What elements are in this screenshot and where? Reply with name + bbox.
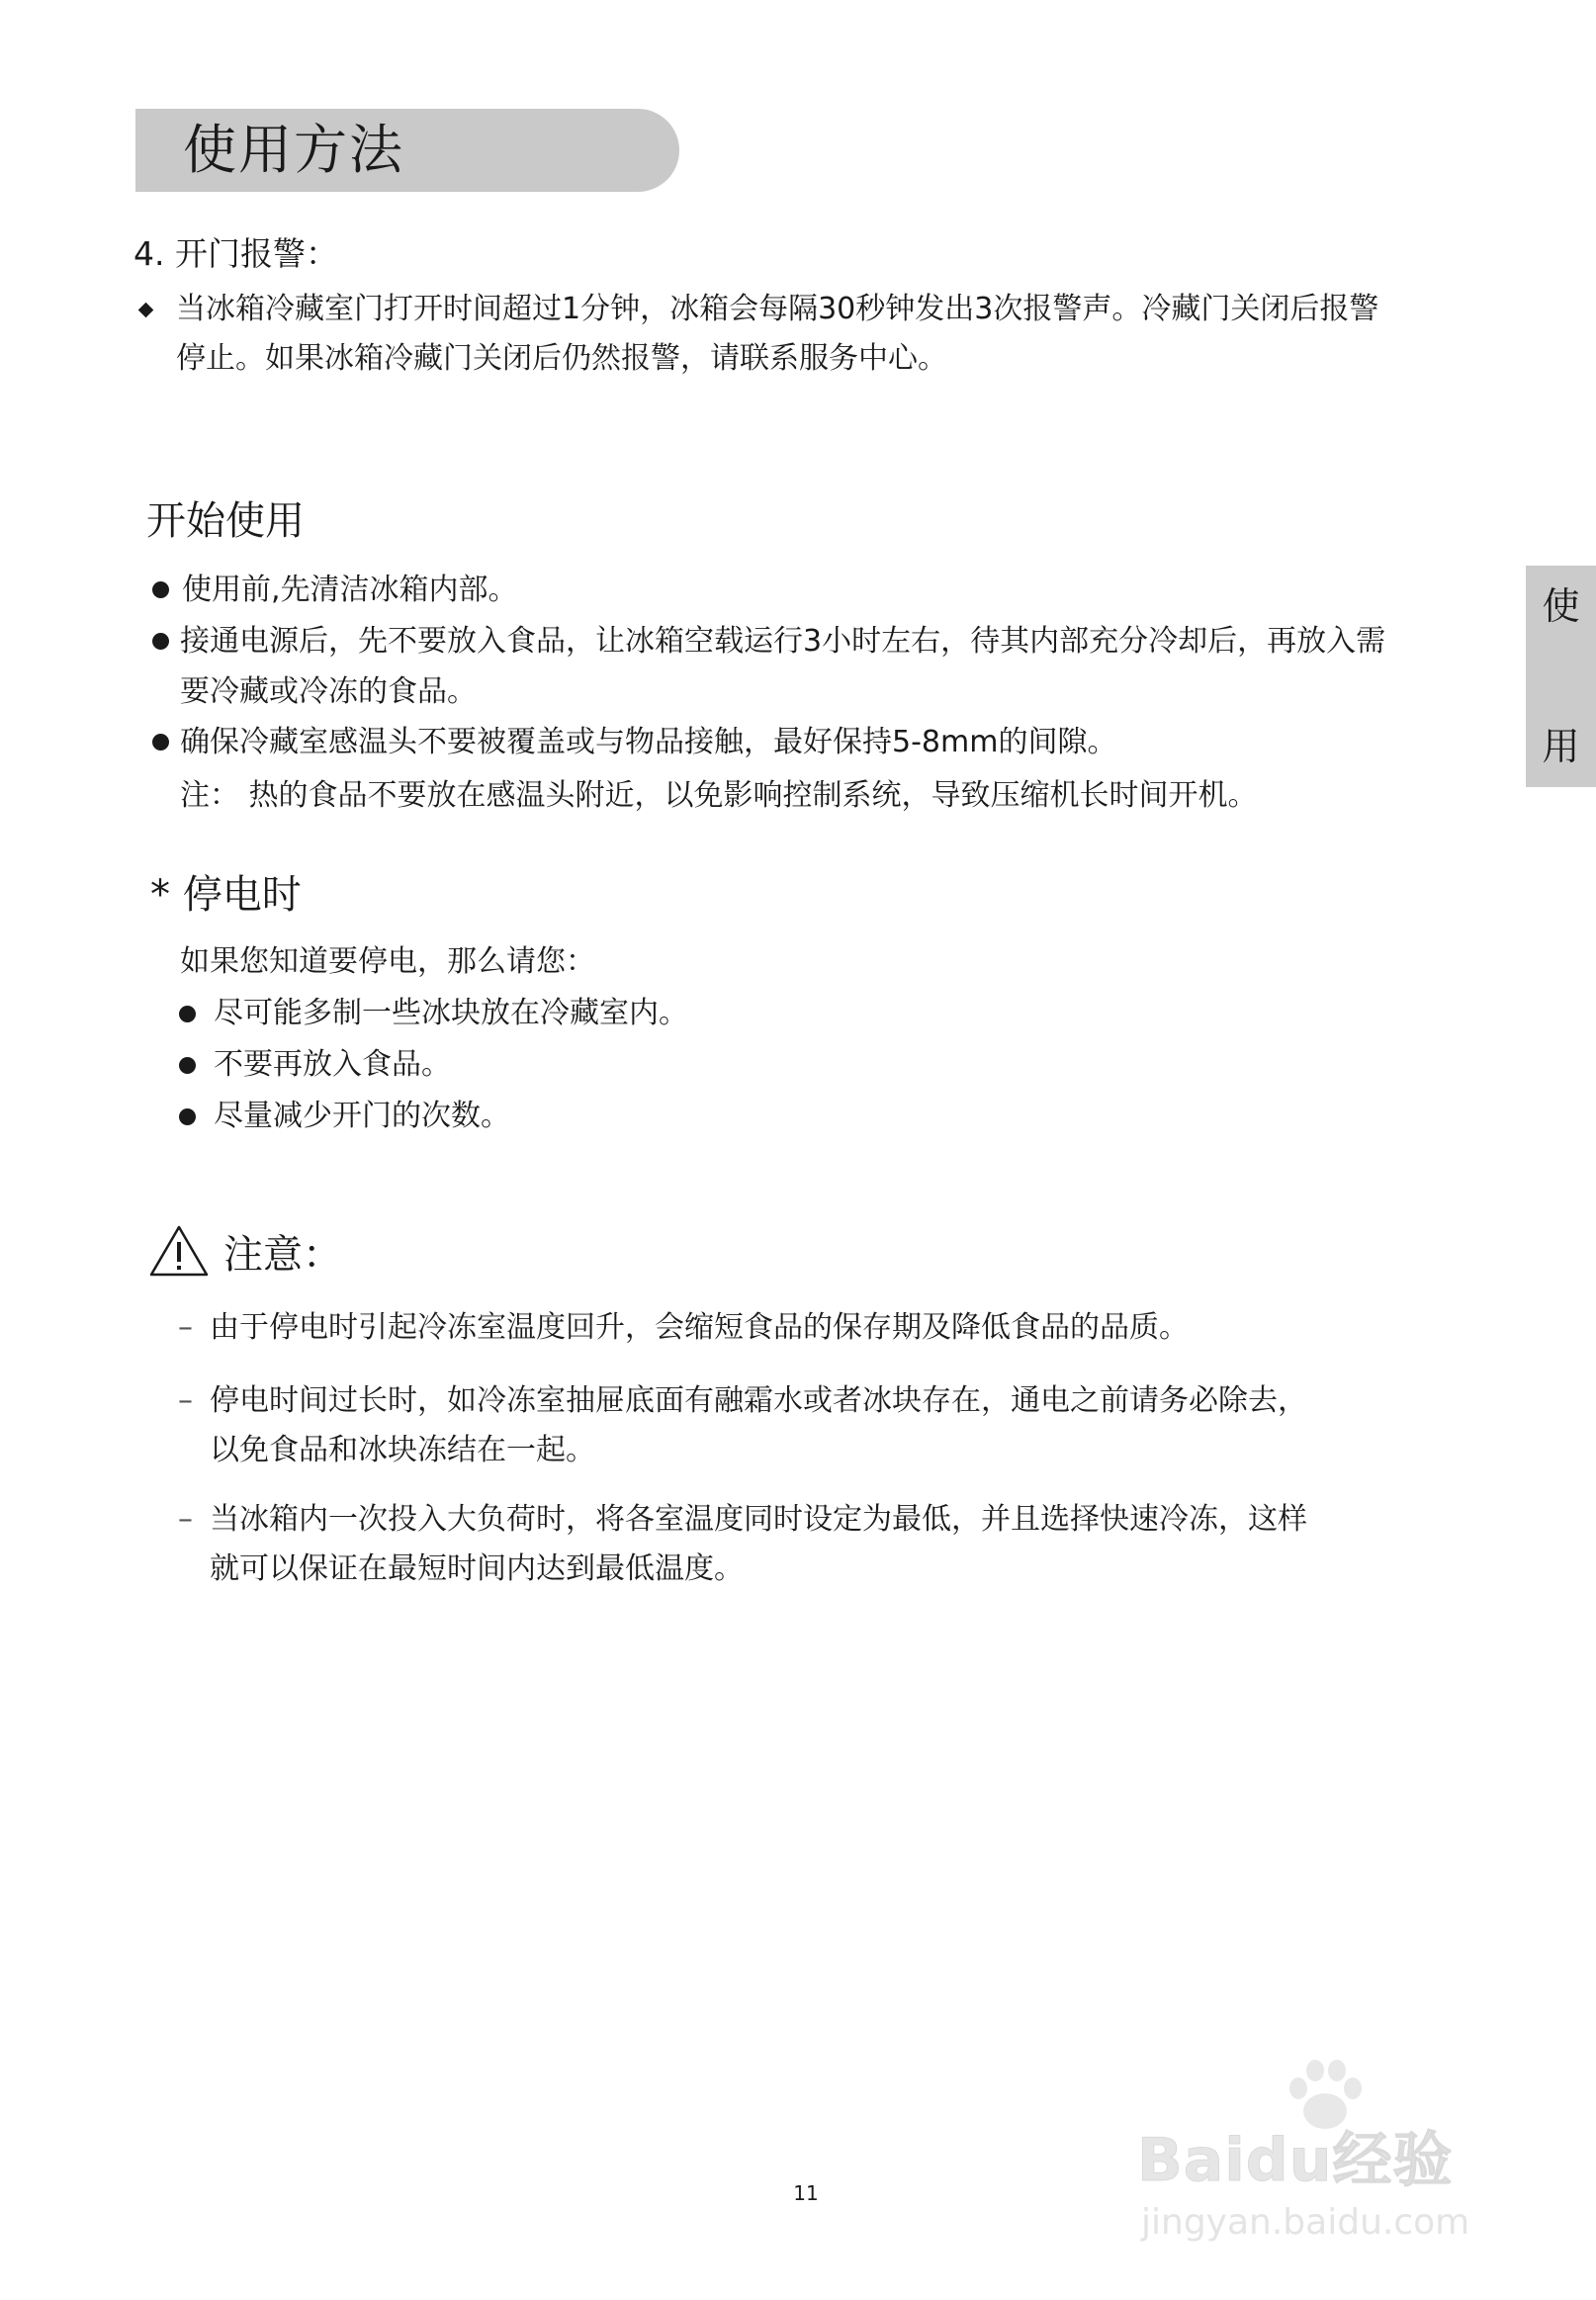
alarm-heading: 4. 开门报警：	[133, 234, 338, 273]
bullet-icon	[152, 581, 169, 598]
watermark-url: jingyan.baidu.com	[1141, 2202, 1470, 2243]
caution-item-1: 由于停电时引起冷冻室温度回升，会缩短食品的保存期及降低食品的品质。	[210, 1310, 1189, 1345]
outage-intro: 如果您知道要停电，那么请您：	[180, 944, 595, 979]
caution-item-2-line-2: 以免食品和冰块冻结在一起。	[210, 1433, 595, 1467]
caution-dash: –	[178, 1310, 193, 1345]
start-note: 注： 热的食品不要放在感温头附近，以免影响控制系统，导致压缩机长时间开机。	[180, 778, 1258, 813]
diamond-bullet-icon	[138, 303, 154, 318]
start-bullet-2-line-1: 接通电源后，先不要放入食品，让冰箱空载运行3小时左右，待其内部充分冷却后，再放入需	[180, 624, 1386, 659]
outage-heading: * 停电时	[150, 872, 302, 918]
caution-dash: –	[178, 1383, 193, 1418]
caution-item-2-line-1: 停电时间过长时，如冷冻室抽屉底面有融霜水或者冰块存在，通电之前请务必除去，	[210, 1383, 1307, 1418]
page-title: 使用方法	[183, 119, 404, 181]
bullet-icon	[152, 734, 169, 751]
outage-bullet-1: 尽可能多制一些冰块放在冷藏室内。	[214, 996, 688, 1030]
caution-item-3-line-1: 当冰箱内一次投入大负荷时，将各室温度同时设定为最低，并且选择快速冷冻，这样	[210, 1502, 1307, 1537]
start-bullet-2-line-2: 要冷藏或冷冻的食品。	[180, 674, 477, 709]
outage-bullet-2: 不要再放入食品。	[214, 1047, 451, 1082]
watermark-brand: Baidu经验	[1137, 2126, 1454, 2195]
caution-heading: 注意：	[223, 1232, 342, 1278]
start-heading: 开始使用	[146, 498, 305, 544]
start-bullet-1: 使用前,先清洁冰箱内部。	[182, 573, 518, 607]
side-tab-char-1: 使	[1542, 584, 1580, 628]
warning-triangle-icon	[148, 1224, 210, 1278]
paw-logo-icon	[1281, 2057, 1370, 2136]
outage-bullet-3: 尽量减少开门的次数。	[214, 1099, 510, 1133]
bullet-icon	[179, 1108, 196, 1125]
bullet-icon	[179, 1057, 196, 1074]
side-tab-char-2: 用	[1542, 725, 1580, 768]
bullet-icon	[152, 633, 169, 650]
alarm-text-line-2: 停止。如果冰箱冷藏门关闭后仍然报警，请联系服务中心。	[176, 341, 947, 376]
caution-item-3-line-2: 就可以保证在最短时间内达到最低温度。	[210, 1551, 744, 1586]
side-chapter-tab	[1526, 566, 1596, 787]
watermark	[1137, 2057, 1513, 2255]
page-number: 11	[793, 2181, 819, 2205]
start-bullet-3: 确保冷藏室感温头不要被覆盖或与物品接触，最好保持5-8mm的间隙。	[180, 725, 1117, 759]
bullet-icon	[179, 1006, 196, 1022]
alarm-text-line-1: 当冰箱冷藏室门打开时间超过1分钟，冰箱会每隔30秒钟发出3次报警声。冷藏门关闭后报警	[176, 292, 1379, 326]
caution-dash: –	[178, 1502, 193, 1537]
